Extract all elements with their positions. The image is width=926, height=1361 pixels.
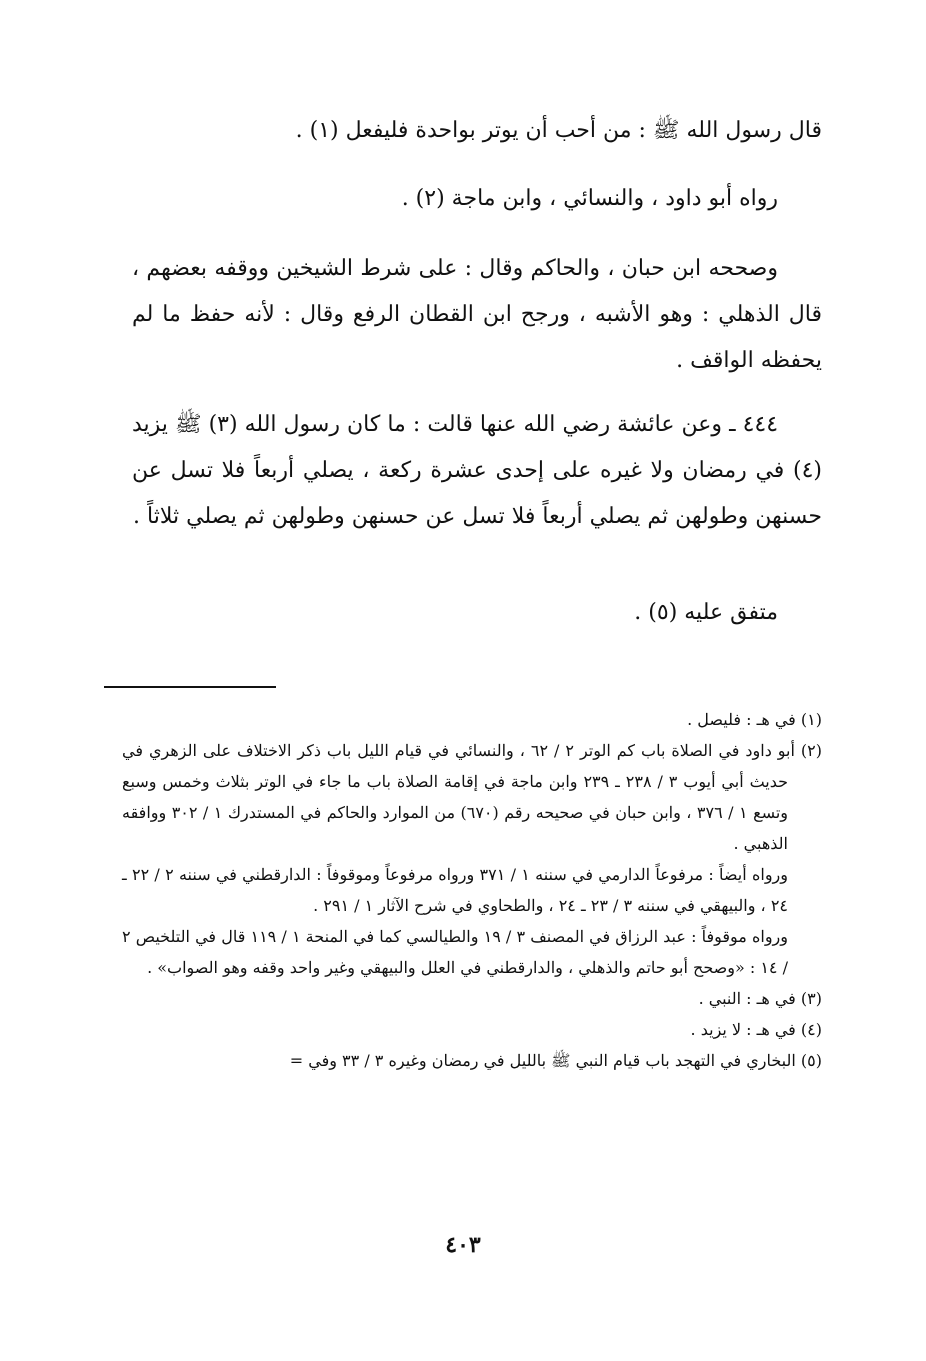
- body-paragraph-5: [132, 590, 822, 636]
- paragraph-text: وصححه ابن حبان ، والحاكم وقال : على شرط الشيخين ووقفه بعضهم ، قال الذهلي : وهو الأشبه ، ورجح ابن القطان الرفع وقال : لأنه حفظ ما لم يحفظه الواقف .: [132, 256, 822, 373]
- footnote-1: (١) في هـ : فليصل .: [687, 710, 822, 729]
- footnote-5: (٥) البخاري في التهجد باب قيام النبي ﷺ بالليل في رمضان وغيره ٣ / ٣٣ وفي =: [289, 1051, 822, 1070]
- hadith-444: [132, 402, 822, 540]
- paragraph-text: قال رسول الله ﷺ : من أحب أن يوتر بواحدة فليفعل (١) .: [295, 118, 822, 143]
- footnotes: [122, 704, 822, 1076]
- footnote-separator: [104, 686, 276, 688]
- paragraph-text: ٤٤٤ ـ وعن عائشة رضي الله عنها قالت : ما كان رسول الله (٣) ﷺ يزيد (٤) في رمضان ولا غيره على إحدى عشرة ركعة ، يصلي أربعاً فلا تسل عن حسنهن وطولهن ثم يصلي أربعاً فلا تسل عن حسنهن وطولهن ثم يصلي ثلاثاً .: [132, 412, 822, 529]
- body-paragraph-1: [132, 108, 822, 154]
- body-paragraph-3: [132, 246, 822, 384]
- footnote-2-continued-b: ورواه موقوفاً : عبد الرزاق في المصنف ٣ / ١٩ والطيالسي كما في المنحة ١ / ١١٩ قال في التلخيص ٢ / ١٤ : «وصحح أبو حاتم والذهلي ، والدارقطني في العلل والبيهقي وغير واحد وقفه وهو الصواب» .: [122, 927, 789, 977]
- footnote-2: (٢) أبو داود في الصلاة باب كم الوتر ٢ / ٦٢ ، والنسائي في قيام الليل باب ذكر الاختلاف على الزهري في حديث أبي أيوب ٣ / ٢٣٨ ـ ٢٣٩ وابن ماجة في إقامة الصلاة باب ما جاء في الوتر بثلاث وخمس وسبع وتسع ١ / ٣٧٦ ، وابن حبان في صحيحه رقم (٦٧٠) من الموارد والحاكم في المستدرك ١ / ٣٠٢ ووافقه الذهبي .: [122, 741, 823, 853]
- footnote-3: (٣) في هـ : النبي .: [698, 989, 822, 1008]
- paragraph-text: متفق عليه (٥) .: [634, 600, 778, 625]
- footnote-4: (٤) في هـ : لا يزيد .: [690, 1020, 822, 1039]
- footnote-2-continued-a: ورواه أيضاً : مرفوعاً الدارمي في سننه ١ / ٣٧١ ورواه مرفوعاً وموقوفاً : الدارقطني في سننه ٢ / ٢٢ ـ ٢٤ ، والبيهقي في سننه ٣ / ٢٣ ـ ٢٤ ، والطحاوي في شرح الآثار ١ / ٢٩١ .: [122, 865, 788, 915]
- page-number: ٤٠٣: [445, 1232, 481, 1258]
- paragraph-text: رواه أبو داود ، والنسائي ، وابن ماجة (٢) .: [401, 186, 778, 211]
- body-paragraph-2: [132, 176, 822, 222]
